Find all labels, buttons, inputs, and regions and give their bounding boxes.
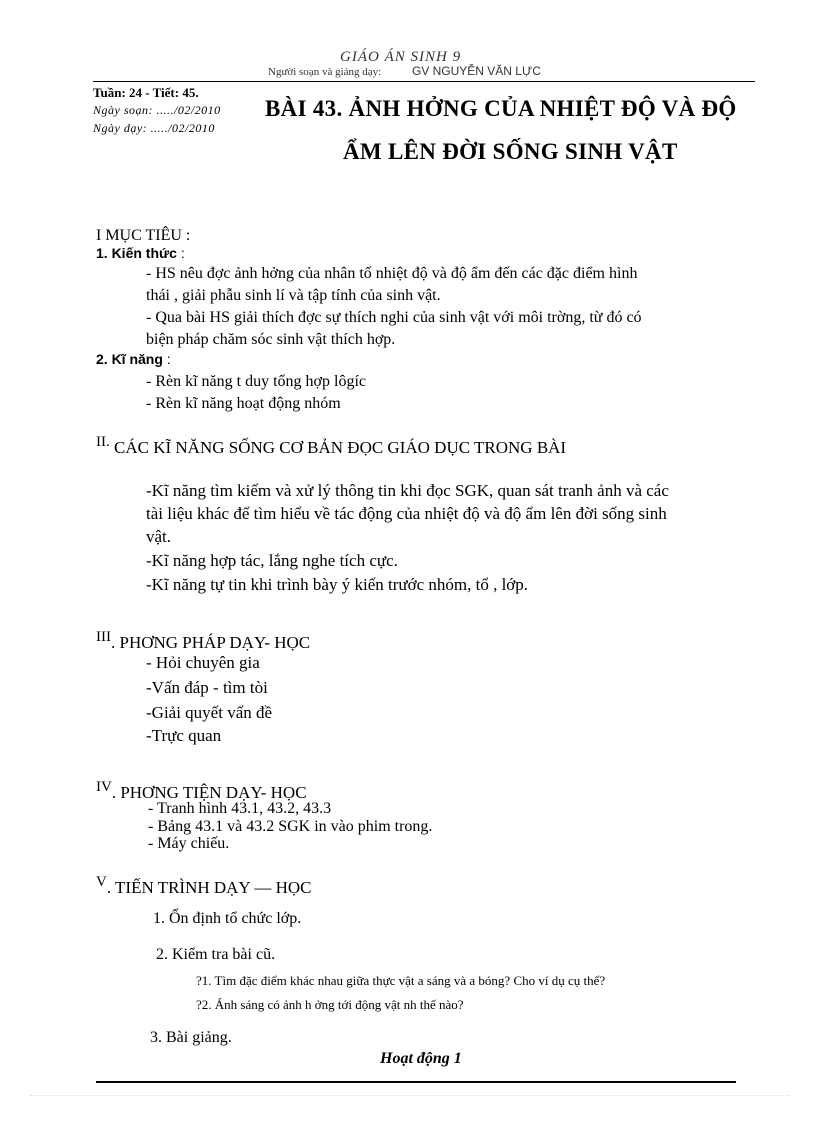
section5-heading [96,874,312,898]
review-question: ?2. Ánh sáng có ảnh h ởng tới động vật nh thế nào? [196,997,464,1012]
step-item: 1. Ổn định tổ chức lớp. [153,910,302,927]
section3-heading [96,629,311,653]
header-author [268,64,541,78]
section4-title: . PHƠNG TIỆN DẠY- HỌC [111,783,307,802]
author-label: Người soạn và giảng dạy: [268,66,382,78]
section3-title: . PHƠNG PHÁP DẠY- HỌC [111,633,311,652]
life-skill-line: tài liệu khác để tìm hiểu về tác động của nhiệt độ và độ ẩm lên đời sống sinh [146,504,667,523]
lesson-title-line1: BÀI 43. ẢNH HỞNG CỦA NHIỆT ĐỘ VÀ ĐỘ [265,96,737,121]
life-skill-line: -Kĩ năng hợp tác, lắng nghe tích cực. [146,551,398,570]
step-item: 3. Bài giảng. [150,1029,232,1046]
life-skill-line: -Kĩ năng tìm kiếm và xử lý thông tin khi đọc SGK, quan sát tranh ảnh và các [146,481,669,500]
knowledge-line: - Qua bài HS giải thích đợc sự thích nghi của sinh vật với môi trờng, từ đó có [146,309,642,326]
knowledge-heading: 1. Kiến thức : [96,245,185,261]
section5-title: . TIẾN TRÌNH DẠY — HỌC [106,878,312,897]
section3-numeral: III [96,629,111,645]
knowledge-line: - HS nêu đợc ảnh hởng của nhân tố nhiệt độ và độ ẩm đến các đặc điểm hình [146,265,638,282]
header-title: GIÁO ÁN SINH 9 [340,49,462,65]
skill-item: - Rèn kĩ năng t duy tổng hợp lôgíc [146,373,366,390]
header-rule [93,81,755,82]
skill-item: - Rèn kĩ năng hoạt động nhóm [146,395,341,412]
section2-title: CÁC KĨ NĂNG SỐNG CƠ BẢN ĐỌC GIÁO DỤC TRONG BÀI [109,438,567,457]
footer-rule [96,1081,736,1083]
knowledge-line: thái , giải phẫu sinh lí và tập tính của sinh vật. [146,287,441,304]
section4-numeral: IV [96,779,112,795]
method-item: -Trực quan [146,726,222,745]
section2-heading [96,434,567,458]
method-item: -Giải quyết vấn đề [146,703,273,722]
teach-date: Ngày dạy: ...../02/2010 [93,121,215,135]
method-item: - Hỏi chuyên gia [146,653,260,672]
section5-numeral: V [96,874,107,890]
life-skill-line: vật. [146,527,172,546]
review-question: ?1. Tìm đặc điểm khác nhau giữa thực vật a sáng và a bóng? Cho ví dụ cụ thể? [196,973,606,988]
activity-heading: Hoạt động 1 [380,1050,462,1067]
skills-heading: 2. Kĩ năng : [96,351,171,367]
equipment-item: - Tranh hình 43.1, 43.2, 43.3 [148,800,332,817]
section1-heading: I MỤC TIÊU : [96,227,191,244]
page-edge-divider [30,1095,790,1096]
teacher-name: GV NGUYỄN VĂN LỰC [411,64,541,78]
knowledge-line: biện pháp chăm sóc sinh vật thích hợp. [146,331,396,348]
life-skill-line: -Kĩ năng tự tin khi trình bày ý kiến trước nhóm, tổ , lớp. [146,575,529,594]
lesson-title-line2: ẨM LÊN ĐỜI SỐNG SINH VẬT [343,139,678,164]
week-period: Tuần: 24 - Tiết: 45. [93,85,199,100]
section2-numeral: II. [96,434,110,450]
prep-date: Ngày soạn: ...../02/2010 [93,103,221,117]
equipment-item: - Bảng 43.1 và 43.2 SGK in vào phim trong. [148,818,433,835]
equipment-item: - Máy chiếu. [148,835,230,852]
method-item: -Vấn đáp - tìm tòi [146,678,268,697]
step-item: 2. Kiểm tra bài cũ. [156,946,276,963]
